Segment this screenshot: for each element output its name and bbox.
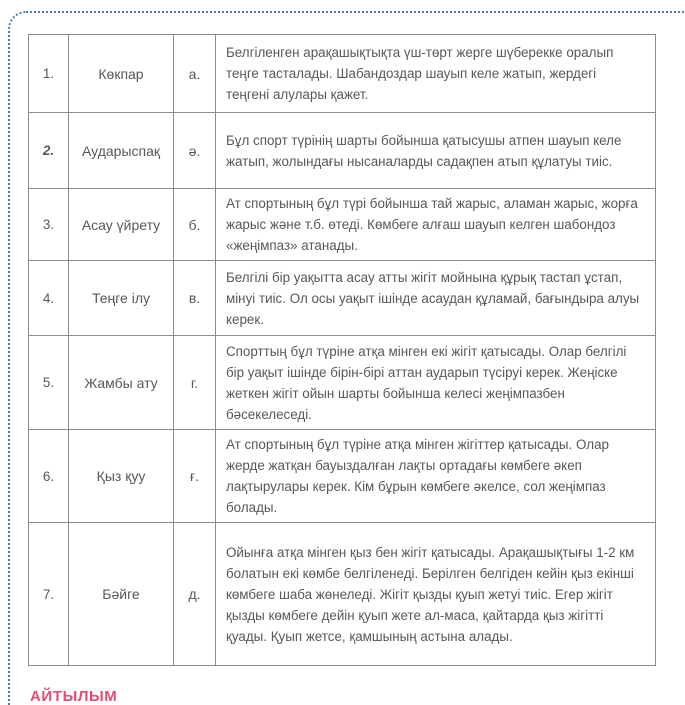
sport-name: Жамбы ату bbox=[69, 336, 174, 430]
row-number: 3. bbox=[29, 189, 69, 261]
sport-description: Бұл спорт түрінің шарты бойынша қатысушы атпен шауып келе жатып, жолындағы нысаналарды садақпен атып құлатуы тиіс. bbox=[216, 113, 656, 189]
option-letter: б. bbox=[174, 189, 216, 261]
option-letter: а. bbox=[174, 35, 216, 113]
sport-description: Ойынға атқа мінген қыз бен жігіт қатысады. Арақашықтығы 1-2 км болатын екі көмбе белгіленеді. Берілген белгіден кейін қыз екінші көмбеге шаба жөнеледі. Жігіт қызды қуып жетуі тиіс. Егер жігіт қызды көмбеге дейін қуып жете ал-маса, қайтарда қыз жігітті қуады. Қуып жетсе, қамшының астына алады. bbox=[216, 523, 656, 666]
row-number: 2. bbox=[29, 113, 69, 189]
table-row bbox=[29, 113, 656, 189]
option-letter: г. bbox=[174, 336, 216, 430]
row-number: 1. bbox=[29, 35, 69, 113]
sport-description: Ат спортының бұл түрі бойынша тай жарыс, аламан жарыс, жорға жарыс және т.б. өтеді. Көмбеге алғаш шауып келген шабондоз «жеңімпаз» атанады. bbox=[216, 189, 656, 261]
table-row bbox=[29, 430, 656, 523]
table-row bbox=[29, 336, 656, 430]
sport-description: Белгілі бір уақытта асау атты жігіт мойнына құрық тастап ұстап, мінуі тиіс. Ол осы уақыт ішінде асаудан құламай, бағындыра алуы керек. bbox=[216, 261, 656, 336]
table-row bbox=[29, 189, 656, 261]
table-row bbox=[29, 35, 656, 113]
sport-name: Асау үйрету bbox=[69, 189, 174, 261]
sport-name: Теңге ілу bbox=[69, 261, 174, 336]
row-number: 4. bbox=[29, 261, 69, 336]
sport-description: Ат спортының бұл түріне атқа мінген жігіттер қатысады. Олар жерде жатқан бауыздалған лақты ортадағы көмбеге әкеп лақтырулары керек. Кім бұрын көмбеге әкелсе, сол жеңімпаз болады. bbox=[216, 430, 656, 523]
row-number: 6. bbox=[29, 430, 69, 523]
section-heading-aitylym: АЙТЫЛЫМ bbox=[30, 688, 118, 705]
sport-description: Спорттың бұл түріне атқа мінген екі жігіт қатысады. Олар белгілі бір уақыт ішінде бірін-бірі аттан аударып түсіруі керек. Жеңіске жеткен жігіт ойын шарты бойынша келесі жеңімпазбен бәсекелеседі. bbox=[216, 336, 656, 430]
row-number: 5. bbox=[29, 336, 69, 430]
sport-description: Белгіленген арақашықтықта үш-төрт жерге шүберекке оралып теңге тасталады. Шабандоздар шауып келе жатып, жердегі теңгені алулары қажет. bbox=[216, 35, 656, 113]
sport-name: Аударыспақ bbox=[69, 113, 174, 189]
option-letter: д. bbox=[174, 523, 216, 666]
row-number: 7. bbox=[29, 523, 69, 666]
option-letter: в. bbox=[174, 261, 216, 336]
sport-name: Бәйге bbox=[69, 523, 174, 666]
table-row bbox=[29, 261, 656, 336]
matching-table bbox=[28, 34, 656, 666]
table-row bbox=[29, 523, 656, 666]
sport-name: Қыз қуу bbox=[69, 430, 174, 523]
sport-name: Көкпар bbox=[69, 35, 174, 113]
option-letter: ғ. bbox=[174, 430, 216, 523]
option-letter: ә. bbox=[174, 113, 216, 189]
